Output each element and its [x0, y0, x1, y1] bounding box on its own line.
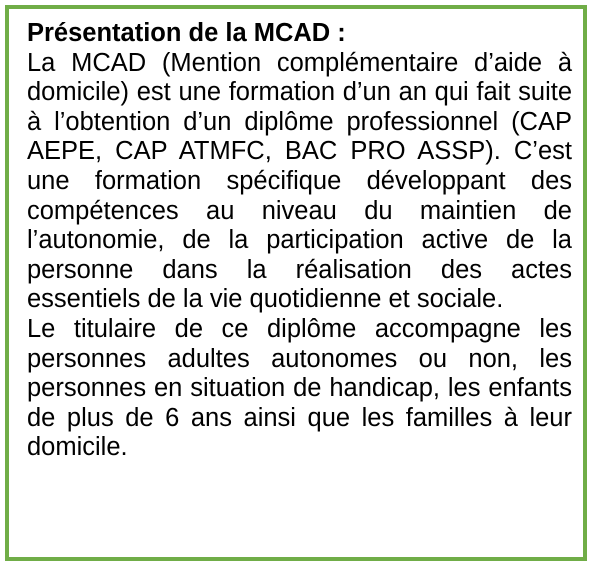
paragraph-mcad-description: La MCAD (Mention complémentaire d’aide à domicile) est une formation d’un an qui fait suite à l’obtention d’un diplôme professionnel (CAP AEPE, CAP ATMFC, BAC PRO ASSP). C’est une formation spécifique développant des compétences au niveau du maintien de l’autonomie, de la participation active de la personne dans la réalisation des actes essentiels de la vie quotidienne et sociale.: [27, 48, 572, 314]
paragraph-holder-description: Le titulaire de ce diplôme accompagne les personnes adultes autonomes ou non, les personnes en situation de handicap, les enfants de plus de 6 ans ainsi que les familles à leur domicile.: [27, 314, 572, 462]
section-title: Présentation de la MCAD :: [27, 19, 346, 47]
text-box-content: [27, 19, 572, 463]
